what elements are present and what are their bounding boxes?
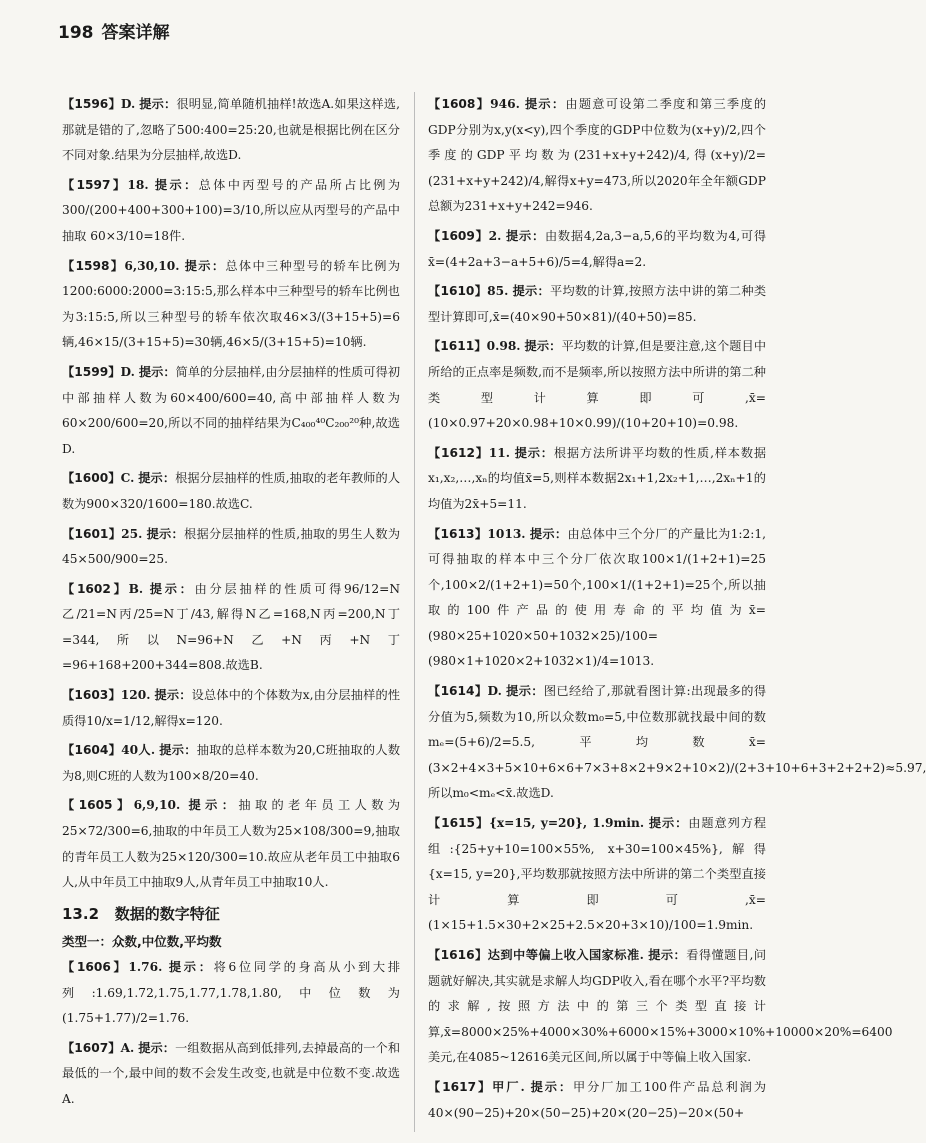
entry-text: 很明显,简单随机抽样!故选A.如果这样选,那就是错的了,忽略了500:400=25:20,也就是根据比例在区分不同对象.结果为分层抽样,故选D. bbox=[62, 97, 401, 163]
entry-answer: 2. bbox=[488, 228, 502, 243]
entry-text: 抽取的老年员工人数为25×72/300=6,抽取的中年员工人数为25×108/300=9,抽取的青年员工人数为25×120/300=10.故应从老年员工中抽取6人,从中年员工中抽取9人,从青年员工中抽取10人. bbox=[62, 798, 401, 890]
entry-text: 总体中三种型号的轿车比例为1200:6000:2000=3:15:5,那么样本中三种型号的轿车比例也为3:15:5,所以三种型号的轿车依次取46×3/(3+15+5)=6辆,46×15/(3+15+5)=30辆,46×5/(3+15+5)=10辆. bbox=[62, 258, 401, 350]
answer-entry bbox=[428, 334, 766, 436]
entry-number: 【1598】 bbox=[62, 258, 125, 273]
entry-text: 由题意可设第二季度和第三季度的GDP分别为x,y(x<y),四个季度的GDP中位数为(x+y)/2,四个季度的GDP平均数为(231+x+y+242)/4,得(x+y)/2=(231+x+y+242)/4,解得x+y=473,所以2020年全年额GDP总额为231+x+y+242=946. bbox=[428, 97, 767, 214]
entry-number: 【1615】 bbox=[428, 816, 490, 831]
entry-hint: 提示： bbox=[514, 445, 554, 460]
entry-text: 平均数的计算,按照方法中讲的第二种类型计算即可,x̄=(40×90+50×81)/(40+50)=85. bbox=[428, 284, 767, 324]
entry-text: 由题意列方程组:{25+y+10=100×55%, x+30=100×45%},解得{x=15, y=20},平均数那就按照方法中所讲的第二个类型直接计算即可,x̄=(1×15+1.5×30+2×25+2.5×20+3×10)/100=1.9min. bbox=[428, 816, 767, 933]
entry-text: 图已经给了,那就看图计算:出现最多的得分值为5,频数为10,所以众数m₀=5,中位数那就找最中间的数mₑ=(5+6)/2=5.5,平均数x̄=(3×2+4×3+5×10+6×6+7×3+8×2+9×2+10×2)/(2+3+10+6+3+2+2+2)≈5.97,所以m₀<mₑ<x̄.故选D. bbox=[428, 684, 926, 801]
answer-entry bbox=[62, 466, 400, 517]
entry-text: 抽取的总样本数为20,C班抽取的人数为8,则C班的人数为100×8/20=40. bbox=[62, 743, 401, 783]
entry-hint: 提示： bbox=[139, 97, 177, 111]
answer-entry bbox=[428, 1075, 766, 1126]
entry-hint: 提示： bbox=[506, 228, 545, 243]
entry-hint: 提示： bbox=[530, 1079, 573, 1094]
right-entries bbox=[428, 92, 926, 1126]
entry-number: 【1603】 bbox=[62, 688, 121, 703]
entry-hint: 提示： bbox=[524, 97, 566, 111]
entry-hint: 提示： bbox=[138, 1040, 176, 1055]
entry-answer: 1013. bbox=[487, 526, 526, 541]
entry-answer: D. bbox=[120, 97, 136, 111]
entry-answer: 120. bbox=[120, 688, 151, 703]
entry-hint: 提示： bbox=[184, 258, 226, 273]
entry-hint: 提示： bbox=[138, 364, 176, 379]
entry-number: 【1616】 bbox=[428, 948, 488, 962]
answer-entry bbox=[428, 279, 766, 330]
entry-hint: 提示： bbox=[146, 526, 184, 541]
section-title: 数据的数字特征 bbox=[114, 904, 220, 923]
entry-text: 将6位同学的身高从小到大排列:1.69,1.72,1.75,1.77,1.78,1.80,中位数为(1.75+1.77)/2=1.76. bbox=[62, 960, 401, 1026]
entry-number: 【1597】 bbox=[62, 177, 128, 192]
entry-hint: 提示： bbox=[159, 743, 197, 758]
column-divider bbox=[414, 92, 415, 1132]
entry-answer: D. bbox=[487, 684, 502, 699]
entry-hint: 提示： bbox=[648, 948, 687, 962]
entry-text: 甲分厂加工100件产品总利润为40×(90−25)+20×(50−25)+20×(20−25)−20×(50+ bbox=[428, 1079, 767, 1120]
entry-text: 设总体中的个体数为x,由分层抽样的性质得10/x=1/12,解得x=120. bbox=[62, 688, 401, 728]
entry-number: 【1605】 bbox=[62, 798, 134, 813]
section-heading bbox=[62, 902, 400, 928]
answer-entry bbox=[62, 955, 400, 1032]
answer-entry bbox=[428, 441, 766, 518]
entry-number: 【1606】 bbox=[62, 960, 129, 974]
entry-number: 【1613】 bbox=[428, 526, 488, 541]
entry-text: 由数据4,2a,3−a,5,6的平均数为4,可得x̄=(4+2a+3−a+5+6)/5=4,解得a=2. bbox=[428, 228, 767, 269]
entry-number: 【1604】 bbox=[62, 743, 122, 758]
answer-entry bbox=[62, 360, 400, 462]
entry-text: 根据方法所讲平均数的性质,样本数据x₁,x₂,…,xₙ的均值x̄=5,则样本数据2x₁+1,2x₂+1,…,2xₙ+1的均值为2x̄+5=11. bbox=[428, 445, 767, 511]
entry-answer: 18. bbox=[127, 177, 149, 192]
entry-number: 【1607】 bbox=[62, 1040, 121, 1055]
entry-text: 根据分层抽样的性质,抽取的男生人数为45×500/900=25. bbox=[62, 526, 401, 567]
answer-entry bbox=[62, 577, 400, 679]
left-column bbox=[62, 92, 400, 1117]
left-entries-after bbox=[62, 955, 400, 1113]
answer-entry bbox=[62, 738, 400, 789]
entry-text: 看得懂题目,问题就好解决,其实就是求解人均GDP收入,看在哪个水平?平均数的求解,按照方法中的第三个类型直接计算,x̄=8000×25%+4000×30%+6000×15%+3000×10%+10000×20%=6400美元,在4085~12616美元区间,所以属于中等偏上收入国家. bbox=[428, 948, 893, 1065]
answer-entry bbox=[428, 679, 926, 807]
answer-entry bbox=[428, 943, 893, 1071]
right-column bbox=[428, 92, 926, 1130]
entry-number: 【1617】 bbox=[428, 1079, 493, 1094]
entry-hint: 提示： bbox=[524, 339, 562, 354]
entry-hint: 提示： bbox=[168, 960, 214, 974]
entry-number: 【1600】 bbox=[62, 471, 121, 486]
answer-entry bbox=[62, 1036, 400, 1113]
answer-entry bbox=[62, 683, 400, 734]
entry-answer: 40人. bbox=[121, 743, 156, 758]
answer-entry bbox=[428, 522, 766, 676]
entry-number: 【1596】 bbox=[62, 97, 121, 111]
entry-answer: 946. bbox=[490, 97, 520, 111]
entry-hint: 提示： bbox=[138, 471, 176, 486]
entry-answer: 6,9,10. bbox=[133, 798, 181, 813]
entry-text: 简单的分层抽样,由分层抽样的性质可得初中部抽样人数为60×400/600=40,高中部抽样人数为60×200/600=20,所以不同的抽样结果为C₄₀₀⁴⁰C₂₀₀²⁰种,故选D. bbox=[62, 364, 401, 456]
entry-hint: 提示： bbox=[188, 798, 239, 813]
entry-hint: 提示： bbox=[154, 177, 199, 192]
entry-answer: C. bbox=[120, 471, 135, 486]
answer-entry bbox=[428, 811, 766, 939]
entry-answer: {x=15, y=20}, 1.9min. bbox=[489, 816, 645, 831]
entry-text: 一组数据从高到低排列,去掉最高的一个和最低的一个,最中间的数不会发生改变,也就是中位数不变.故选A. bbox=[62, 1040, 401, 1106]
entry-text: 根据分层抽样的性质,抽取的老年教师的人数为900×320/1600=180.故选C. bbox=[62, 471, 401, 511]
entry-text: 平均数的计算,但是要注意,这个题目中所给的正点率是频数,而不是频率,所以按照方法中所讲的第二种类型计算即可,x̄=(10×0.97+20×0.98+10×0.99)/(10+20+10)=0.98. bbox=[428, 339, 767, 431]
entry-text: 总体中丙型号的产品所占比例为 300/(200+400+300+100)=3/10,所以应从丙型号的产品中抽取 60×3/10=18件. bbox=[62, 177, 401, 243]
entry-hint: 提示： bbox=[529, 526, 568, 541]
entry-answer: 6,30,10. bbox=[124, 258, 180, 273]
entry-number: 【1612】 bbox=[428, 445, 489, 460]
type-heading: 类型一：众数,中位数,平均数 bbox=[62, 934, 222, 950]
answer-entry bbox=[428, 224, 766, 275]
entry-answer: 甲厂. bbox=[492, 1079, 525, 1094]
left-entries bbox=[62, 92, 400, 896]
entry-number: 【1599】 bbox=[62, 364, 121, 379]
entry-answer: 达到中等偏上收入国家标准. bbox=[487, 948, 644, 962]
answer-entry bbox=[62, 793, 400, 895]
page-title: 答案详解 bbox=[101, 23, 170, 43]
page-number: 198 bbox=[58, 23, 94, 43]
page-header bbox=[58, 18, 170, 43]
entry-number: 【1611】 bbox=[428, 339, 487, 354]
answer-entry bbox=[62, 173, 400, 250]
entry-number: 【1601】 bbox=[62, 526, 122, 541]
entry-hint: 提示： bbox=[512, 284, 550, 299]
entry-answer: 11. bbox=[488, 445, 511, 460]
entry-answer: B. bbox=[128, 581, 144, 596]
entry-hint: 提示： bbox=[648, 816, 689, 831]
entry-answer: A. bbox=[120, 1040, 135, 1055]
entry-number: 【1602】 bbox=[62, 581, 129, 596]
entry-number: 【1608】 bbox=[428, 97, 491, 111]
entry-answer: 25. bbox=[121, 526, 143, 541]
entry-number: 【1610】 bbox=[428, 284, 488, 299]
entry-answer: 85. bbox=[487, 284, 509, 299]
section-number: 13.2 bbox=[62, 904, 100, 923]
entry-answer: 0.98. bbox=[486, 339, 521, 354]
entry-hint: 提示： bbox=[506, 684, 544, 699]
entry-answer: D. bbox=[120, 364, 135, 379]
entry-number: 【1614】 bbox=[428, 684, 488, 699]
entry-hint: 提示： bbox=[149, 581, 195, 596]
answer-entry bbox=[62, 522, 400, 573]
answer-entry bbox=[62, 254, 400, 356]
entry-number: 【1609】 bbox=[428, 228, 489, 243]
answer-entry bbox=[428, 92, 766, 220]
entry-text: 由总体中三个分厂的产量比为1:2:1,可得抽取的样本中三个分厂依次取100×1/(1+2+1)=25个,100×2/(1+2+1)=50个,100×1/(1+2+1)=25个,所以抽取的100件产品的使用寿命的平均值为x̄=(980×25+1020×50+1032×25)/100=(980×1+1020×2+1032×1)/4=1013. bbox=[428, 526, 767, 669]
entry-answer: 1.76. bbox=[128, 960, 163, 974]
entry-hint: 提示： bbox=[154, 688, 192, 703]
entry-text: 由分层抽样的性质可得96/12=N乙/21=N丙/25=N丁/43,解得N乙=168,N丙=200,N丁=344,所以N=96+N乙+N丙+N丁=96+168+200+344=808.故选B. bbox=[62, 581, 401, 673]
answer-entry bbox=[62, 92, 400, 169]
